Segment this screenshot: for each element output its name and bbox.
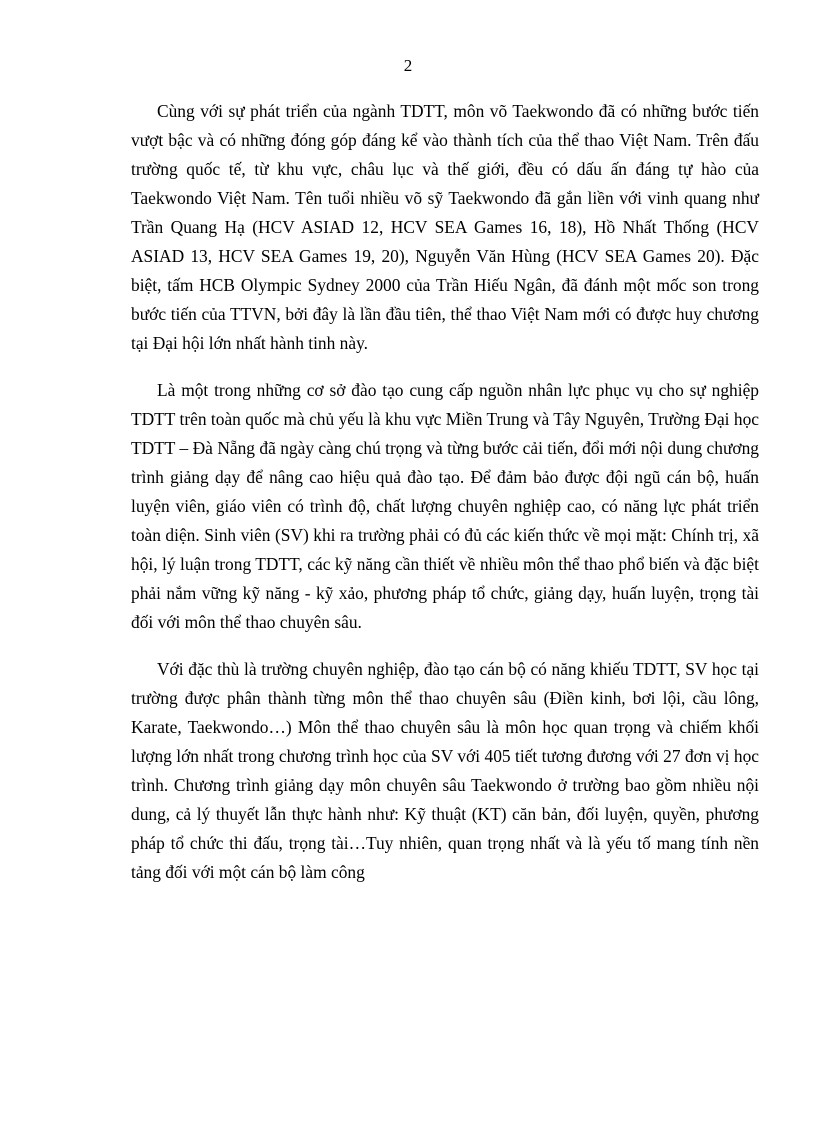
document-body (131, 97, 759, 887)
paragraph-3: Với đặc thù là trường chuyên nghiệp, đào tạo cán bộ có năng khiếu TDTT, SV học tại trường được phân thành từng môn thể thao chuyên sâu (Điền kinh, bơi lội, cầu lông, Karate, Taekwondo…) Môn thể thao chuyên sâu là môn học quan trọng và chiếm khối lượng lớn nhất trong chương trình học của SV với 405 tiết tương đương với 27 đơn vị học trình. Chương trình giảng dạy môn chuyên sâu Taekwondo ở trường bao gồm nhiều nội dung, cả lý thuyết lẫn thực hành như: Kỹ thuật (KT) căn bản, đối luyện, quyền, phương pháp tổ chức thi đấu, trọng tài…Tuy nhiên, quan trọng nhất và là yếu tố mang tính nền tảng đối với một cán bộ làm công (131, 659, 759, 882)
page-number: 2 (403, 56, 413, 75)
paragraph-2: Là một trong những cơ sở đào tạo cung cấp nguồn nhân lực phục vụ cho sự nghiệp TDTT trên toàn quốc mà chủ yếu là khu vực Miền Trung và Tây Nguyên, Trường Đại học TDTT – Đà Nẵng đã ngày càng chú trọng và từng bước cải tiến, đổi mới nội dung chương trình giảng dạy để nâng cao hiệu quả đào tạo. Để đảm bảo được đội ngũ cán bộ, huấn luyện viên, giáo viên có trình độ, chất lượng chuyên nghiệp cao, có năng lực phát triển toàn diện. Sinh viên (SV) khi ra trường phải có đủ các kiến thức về mọi mặt: Chính trị, xã hội, lý luận trong TDTT, các kỹ năng cần thiết về nhiều môn thể thao phổ biến và đặc biệt phải nắm vững kỹ năng - kỹ xảo, phương pháp tổ chức, giảng dạy, huấn luyện, trọng tài đối với môn thể thao chuyên sâu. (131, 380, 759, 632)
paragraph-1: Cùng với sự phát triển của ngành TDTT, môn võ Taekwondo đã có những bước tiến vượt bậc và có những đóng góp đáng kể vào thành tích của thể thao Việt Nam. Trên đấu trường quốc tế, từ khu vực, châu lục và thế giới, đều có dấu ấn đáng tự hào của Taekwondo Việt Nam. Tên tuổi nhiều võ sỹ Taekwondo đã gắn liền với vinh quang như Trần Quang Hạ (HCV ASIAD 12, HCV SEA Games 16, 18), Hồ Nhất Thống (HCV ASIAD 13, HCV SEA Games 19, 20), Nguyễn Văn Hùng (HCV SEA Games 20). Đặc biệt, tấm HCB Olympic Sydney 2000 của Trần Hiếu Ngân, đã đánh một mốc son trong bước tiến của TTVN, bởi đây là lần đầu tiên, thể thao Việt Nam mới có được huy chương tại Đại hội lớn nhất hành tinh này. (131, 101, 759, 353)
